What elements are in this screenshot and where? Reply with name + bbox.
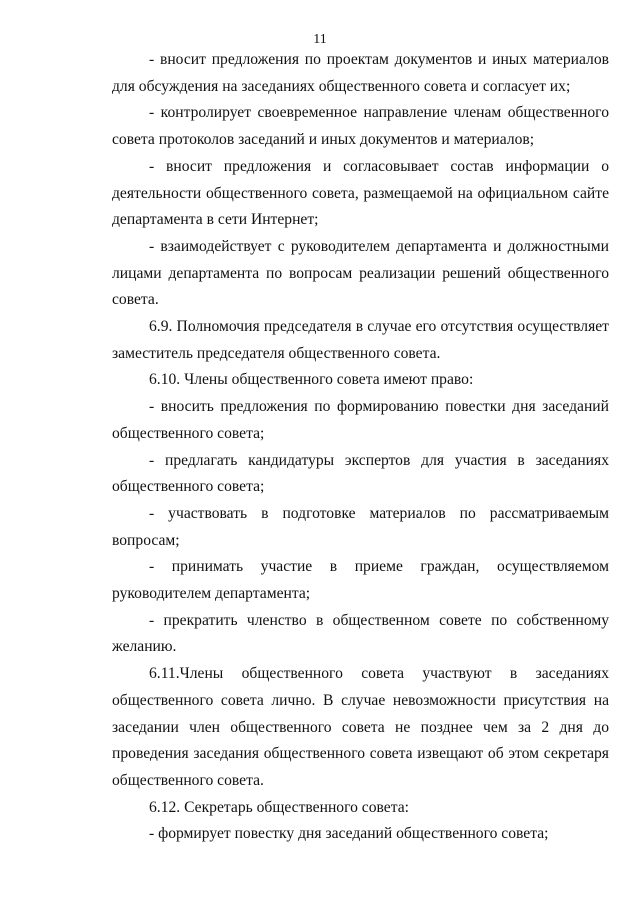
paragraph-6-12: 6.12. Секретарь общественного совета: bbox=[149, 798, 409, 816]
paragraph-chair-website-info: - вносит предложения и согласовывает состав информации о деятельности общественного совета, размещаемой на официальном сайте департамента в сети Интернет; bbox=[112, 157, 609, 229]
paragraph-member-resign: - прекратить членство в общественном совете по собственному желанию. bbox=[112, 611, 609, 656]
paragraph-6-10: 6.10. Члены общественного совета имеют право: bbox=[149, 371, 474, 389]
paragraph-chair-interaction: - взаимодействует с руководителем департамента и должностными лицами департамента по вопросам реализации решений общественного совета. bbox=[112, 237, 609, 309]
paragraph-chair-proposals: - вносит предложения по проектам документов и иных материалов для обсуждения на заседаниях общественного совета и согласует их; bbox=[112, 51, 609, 95]
paragraph-chair-protocol-control: - контролирует своевременное направление членам общественного совета протоколов заседаний и иных документов и материалов; bbox=[112, 104, 609, 149]
paragraph-6-9: 6.9. Полномочия председателя в случае его отсутствия осуществляет заместитель председателя общественного совета. bbox=[112, 318, 609, 362]
paragraph-member-materials: - участвовать в подготовке материалов по рассматриваемым вопросам; bbox=[112, 504, 609, 549]
paragraph-member-experts: - предлагать кандидатуры экспертов для участия в заседаниях общественного совета; bbox=[112, 451, 609, 496]
document-body bbox=[112, 47, 609, 848]
paragraph-member-citizen-reception: - принимать участие в приеме граждан, осуществляемом руководителем департамента; bbox=[112, 558, 609, 603]
paragraph-member-agenda-proposals: - вносить предложения по формированию повестки дня заседаний общественного совета; bbox=[112, 398, 609, 442]
page-number: 11 bbox=[313, 32, 327, 47]
paragraph-secretary-agenda: - формирует повестку дня заседаний общественного совета; bbox=[149, 825, 549, 843]
paragraph-6-11: 6.11.Члены общественного совета участвуют в заседаниях общественного совета лично. В случае невозможности присутствия на заседании член общественного совета не позднее чем за 2 дня до проведения заседания общественного совета извещают об этом секретаря общественного совета. bbox=[112, 665, 609, 789]
